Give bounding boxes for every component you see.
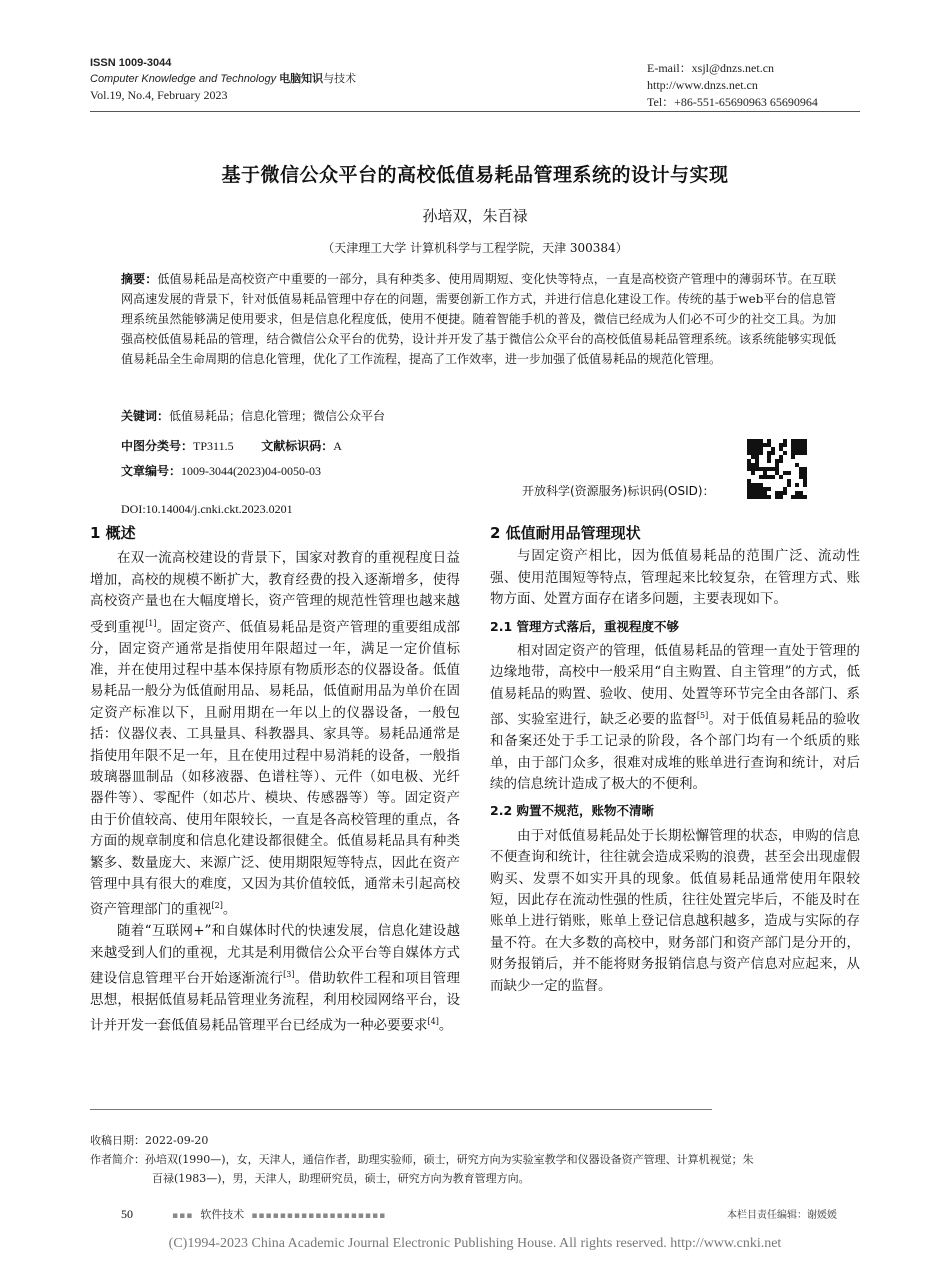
website: http://www.dnzs.net.cn (647, 78, 758, 92)
subsection-2-2-paragraph: 由于对低值易耗品处于长期松懈管理的状态，申购的信息不便查询和统计，往往就会造成采购的浪费，甚至会出现虚假购买、发票不如实开具的现象。低值易耗品通常使用年限较短，因此存在流动性强的性质，往往处置完毕后，不能及时在账单上进行销账，账单上登记信息越积越多，造成与实际的存量不符。在大多数的高校中，财务部门和资产部门是分开的，财务报销后，并不能将财务报销信息与资产信息对应起来，从而缺少一定的监督。 (490, 827, 860, 994)
qr-code-icon (747, 439, 807, 499)
clc-label: 中图分类号： (121, 439, 194, 453)
author-bio-line-2: 百禄(1983—)，男，天津人，助理研究员，硕士，研究方向为教育管理方向。 (152, 1172, 530, 1185)
footnote-rule (90, 1109, 712, 1110)
right-column (490, 523, 860, 997)
section1-paragraph-2: 随着“互联网+”和自媒体时代的快速发展，信息化建设越来越受到人们的重视，尤其是利用微信公众平台等自媒体方式建设信息管理平台开始逐渐流行[3]。借助软件工程和项目管理思想，根据低值易耗品管理业务流程，利用校园网络平台，设计并开发一套低值易耗品管理平台已经成为一种必要要求[4]。 (90, 923, 461, 1034)
citation: [2] (211, 901, 223, 911)
email: E-mail：xsjl@dnzs.net.cn (647, 61, 775, 75)
contact-info (647, 60, 818, 111)
telephone: Tel：+86-551-65690963 65690964 (647, 95, 818, 109)
section1-paragraph-1: 在双一流高校建设的背景下，国家对教育的重视程度日益增加，高校的规模不断扩大，教育经费的投入逐渐增多，使得高校资产量也在大幅度增长，资产管理的规范性管理也越来越受到重视[1]。固定资产、低值易耗品是资产管理的重要组成部分，固定资产通常是指使用年限超过一年，满足一定价值标准，并在使用过程中基本保持原有物质形态的仪器设备。低值易耗品一般分为低值耐用品、易耗品，低值耐用品为单价在固定资产标准以下，且耐用期在一年以上的仪器设备，一般包括：仪器仪表、工具量具、科教器具、家具等。易耗品通常是指使用年限不足一年，且在使用过程中易消耗的设备，一般指玻璃器皿制品（如移液器、色谱柱等）、元件（如电极、光纤器件等）、零配件（如芯片、模块、传感器等）等。固定资产由于价值较高、使用年限较长，一直是各高校管理的重点，各方面的规章制度和信息化建设都很健全。低值易耗品具有种类繁多、数量庞大、来源广泛、使用期限短等特点，因此在资产管理中具有很大的难度，又因为其价值较低，通常未引起高校资产管理部门的重视[2]。 (90, 550, 461, 918)
affiliation: （天津理工大学 计算机科学与工程学院，天津 300384） (322, 241, 628, 255)
abstract (121, 269, 836, 369)
authors: 孙培双，朱百禄 (422, 207, 528, 225)
keywords-label: 关键词： (121, 409, 170, 423)
citation: [5] (696, 711, 709, 721)
subsection-2-1-heading: 2.1 管理方式落后，重视程度不够 (490, 618, 679, 634)
journal-name-cn: 电脑知识 (279, 73, 324, 85)
clc-value: TP311.5 (193, 439, 234, 453)
subsection-2-2-heading: 2.2 购置不规范，账物不清晰 (490, 803, 654, 819)
article-title: 基于微信公众平台的高校低值易耗品管理系统的设计与实现 (221, 164, 729, 186)
left-column (90, 523, 460, 1037)
doi: DOI:10.14004/j.cnki.ckt.2023.0201 (121, 502, 293, 516)
volume-info: Vol.19, No.4, February 2023 (90, 88, 228, 102)
editor-credit: 本栏目责任编辑：谢媛媛 (727, 1210, 837, 1221)
osid-label: 开放科学(资源服务)标识码(OSID)： (522, 484, 715, 498)
citation: [4] (427, 1017, 439, 1027)
keywords (121, 407, 385, 425)
abstract-label: 摘要： (121, 272, 158, 286)
section1-heading: 1 概述 (90, 524, 136, 542)
articleno-value: 1009-3044(2023)04-0050-03 (181, 464, 321, 478)
doccode-label: 文献标识码： (261, 439, 334, 453)
keywords-text: 低值易耗品；信息化管理；微信公众平台 (169, 409, 386, 423)
journal-name-suffix: 与技术 (323, 73, 357, 85)
doccode-value: A (333, 439, 342, 453)
citation: [1] (145, 618, 157, 628)
abstract-text: 低值易耗品是高校资产中重要的一部分，具有种类多、使用周期短、变化快等特点，一直是高校资产管理中的薄弱环节。在互联网高速发展的背景下，针对低值易耗品管理中存在的问题，需要创新工作方式，并进行信息化建设工作。传统的基于web平台的信息管理系统虽然能够满足使用要求，但是信息化程度低，使用不便捷。随着智能手机的普及，微信已经成为人们必不可少的社交工具。为加强高校低值易耗品的管理，结合微信公众平台的优势，设计并开发了基于微信公众平台的高校低值易耗品管理系统。该系统能够实现低值易耗品全生命周期的信息化管理，优化了工作流程，提高了工作效率，进一步加强了低值易耗品的规范化管理。 (121, 272, 836, 366)
article-number (121, 462, 321, 480)
journal-name (90, 71, 356, 87)
subsection-2-1-paragraph: 相对固定资产的管理，低值易耗品的管理一直处于管理的边缘地带，高校中一般采用“自主购置、自主管理”的方式，低值易耗品的购置、验收、使用、处置等环节完全由各部门、系部、实验室进行，缺乏必要的监督[5]。对于低值易耗品的验收和备案还处于手工记录的阶段，各个部门均有一个纸质的账单，由于部门众多，很难对成堆的账单进行查询和统计，对后续的信息统计造成了极大的不便利。 (490, 643, 861, 792)
articleno-label: 文章编号： (121, 464, 182, 478)
page-number: 50 (121, 1207, 133, 1221)
author-bio-line-1: 作者简介：孙培双(1990—)，女，天津人，通信作者，助理实验师，硕士，研究方向为实验室教学和仪器设备资产管理、计算机视觉；朱 (90, 1153, 754, 1166)
citation: [3] (283, 970, 295, 980)
copyright-watermark: (C)1994-2023 China Academic Journal Electronic Publishing House. All rights reserved. http://www.cnki.net (168, 1236, 782, 1251)
section2-intro: 与固定资产相比，因为低值易耗品的范围广泛、流动性强、使用范围短等特点，管理起来比较复杂，在管理方式、账物方面、处置方面存在诸多问题，主要表现如下。 (490, 548, 860, 608)
journal-header (90, 55, 356, 103)
issn: ISSN 1009-3044 (90, 57, 172, 69)
received-date: 收稿日期：2022-09-20 (90, 1134, 209, 1147)
header-rule (90, 111, 860, 112)
classification (121, 437, 342, 455)
section-name: ▪▪▪ 软件技术 ▪▪▪▪▪▪▪▪▪▪▪▪▪▪▪▪▪▪▪ (172, 1208, 387, 1221)
section2-heading: 2 低值耐用品管理现状 (490, 524, 641, 542)
journal-name-en: Computer Knowledge and Technology (90, 73, 277, 85)
footnote (90, 1131, 860, 1188)
